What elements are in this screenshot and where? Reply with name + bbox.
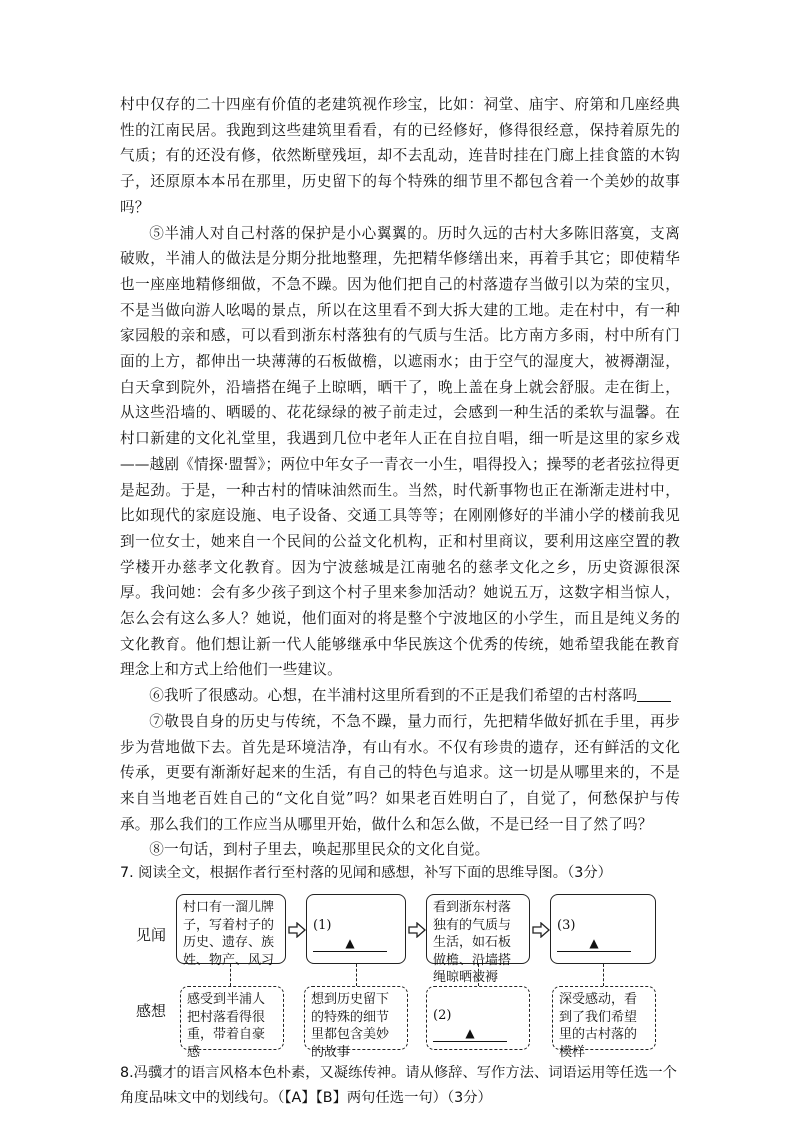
mind-map	[120, 894, 680, 1059]
arrow-right-icon	[532, 922, 550, 938]
mindmap-box-4	[550, 894, 656, 964]
answer-blank-2[interactable]	[433, 1025, 507, 1042]
triangle-marker-icon: ▲	[465, 1026, 475, 1041]
row-label-jianwen: 见闻	[136, 926, 167, 945]
document-page	[120, 92, 680, 1111]
question-8-prompt: 8.冯骥才的语言风格本色朴素，又凝练传神。请从修辞、写作方法、词语运用等任选一个角度品味文中的划线句。（【A】【B】两句任选一句）（3分）	[120, 1065, 677, 1107]
arrow-right-icon	[288, 922, 306, 938]
mindmap-box-3: 看到浙东村落独有的气质与生活，如石板做檐、沿墙搭绳晾晒被褥	[426, 894, 530, 964]
paragraph-8: ⑧一句话，到村子里去，唤起那里民众的文化自觉。	[149, 841, 490, 859]
paragraph-7: ⑦敬畏自身的历史与传统，不急不躁，量力而行，先把精华做好抓在手里，再步步为营地做下去。首先是环境洁净，有山有水。不仅有珍贵的遗存，还有鲜活的文化传承，更要有渐渐好起来的生活，有自己的特色与追求。这一切是从哪里来的，不是来自当地老百姓自己的“文化自觉”吗？如果老百姓明白了，自觉了，何愁保护与传承。那么我们的工作应当从哪里开始，做什么和怎么做，不是已经一目了然了吗？	[120, 712, 680, 833]
feeling-box-1: 感受到半浦人把村落看得很重，带着自豪感	[180, 986, 284, 1050]
feeling-box-2: 想到历史留下的特殊的细节里都包含美妙的故事	[304, 986, 408, 1050]
dashed-connector	[356, 964, 357, 986]
paragraph-continued: 村中仅存的二十四座有价值的老建筑视作珍宝，比如：祠堂、庙宇、府第和几座经典性的江南民居。我跑到这些建筑里看看，有的已经修好，修得很经意，保持着原先的气质；有的还没有修，依然断壁残垣，却不去乱动，连昔时挂在门廊上挂食篮的木钩子，还原原本本吊在那里，历史留下的每个特殊的细节里不都包含着一个美妙的故事吗？	[120, 96, 680, 216]
blank-label-2: (2)	[433, 1008, 452, 1024]
answer-blank-1[interactable]	[313, 935, 387, 952]
question-7-prompt: 7. 阅读全文，根据作者行至村落的见闻和感想，补写下面的思维导图。（3分）	[120, 865, 612, 882]
triangle-marker-icon: ▲	[345, 936, 355, 951]
dashed-connector	[478, 964, 479, 986]
answer-blank-3[interactable]	[557, 935, 631, 952]
row-label-ganxiang: 感想	[136, 1002, 167, 1021]
answer-blank-line	[637, 687, 671, 702]
blank-label-3: (3)	[557, 918, 576, 934]
blank-label-1: (1)	[313, 918, 332, 934]
paragraph-6-text: ⑥我听了很感动。心想，在半浦村这里所看到的不正是我们希望的古村落吗	[149, 687, 638, 705]
feeling-box-4: 深受感动，看到了我们希望里的古村落的模样	[552, 986, 656, 1050]
paragraph-5: ⑤半浦人对自己村落的保护是小心翼翼的。历时久远的古村大多陈旧落寞，支离破败，半浦人的做法是分期分批地整理，先把精华修缮出来，再着手其它；即使精华也一座座地精修细做，不急不躁。因为他们把自己的村落遗存当做引以为荣的宝贝，不是当做向游人吆喝的景点，所以在这里看不到大拆大建的工地。走在村中，有一种家园般的亲和感，可以看到浙东村落独有的气质与生活。比方南方多雨，村中所有门面的上方，都伸出一块薄薄的石板做檐，以遮雨水；由于空气的湿度大，被褥潮湿，白天拿到院外，沿墙搭在绳子上晾晒，晒干了，晚上盖在身上就会舒服。走在街上，从这些沿墙的、晒暖的、花花绿绿的被子前走过，会感到一种生活的柔软与温馨。在村口新建的文化礼堂里，我遇到几位中老年人正在自拉自唱，细一听是这里的家乡戏——越剧《情探·盟誓》；两位中年女子一青衣一小生，唱得投入；操琴的老者弦拉得更是起劲。于是，一种古村的情味油然而生。当然，时代新事物也正在渐渐走进村中，比如现代的家庭设施、电子设备、交通工具等等；在刚刚修好的半浦小学的楼前我见到一位女士，她来自一个民间的公益文化机构，正和村里商议，要利用这座空置的教学楼开办慈孝文化教育。因为宁波慈城是江南驰名的慈孝文化之乡，历史资源很深厚。我问她：会有多少孩子到这个村子里来参加活动？她说五万，这数字相当惊人，怎么会有这么多人？她说，他们面对的将是整个宁波地区的小学生，而且是纯义务的文化教育。他们想让新一代人能够继承中华民族这个优秀的传统，她希望我能在教育理念上和方式上给他们一些建议。	[120, 224, 680, 679]
dashed-connector	[230, 964, 231, 986]
dashed-connector	[603, 964, 604, 986]
triangle-marker-icon: ▲	[589, 936, 599, 951]
feeling-box-3	[426, 986, 530, 1050]
arrow-right-icon	[408, 922, 426, 938]
mindmap-box-2	[306, 894, 406, 964]
mindmap-box-1: 村口有一溜儿牌子，写着村子的历史、遗存、族姓、物产、风习	[176, 894, 286, 964]
paragraph-6	[120, 683, 680, 709]
